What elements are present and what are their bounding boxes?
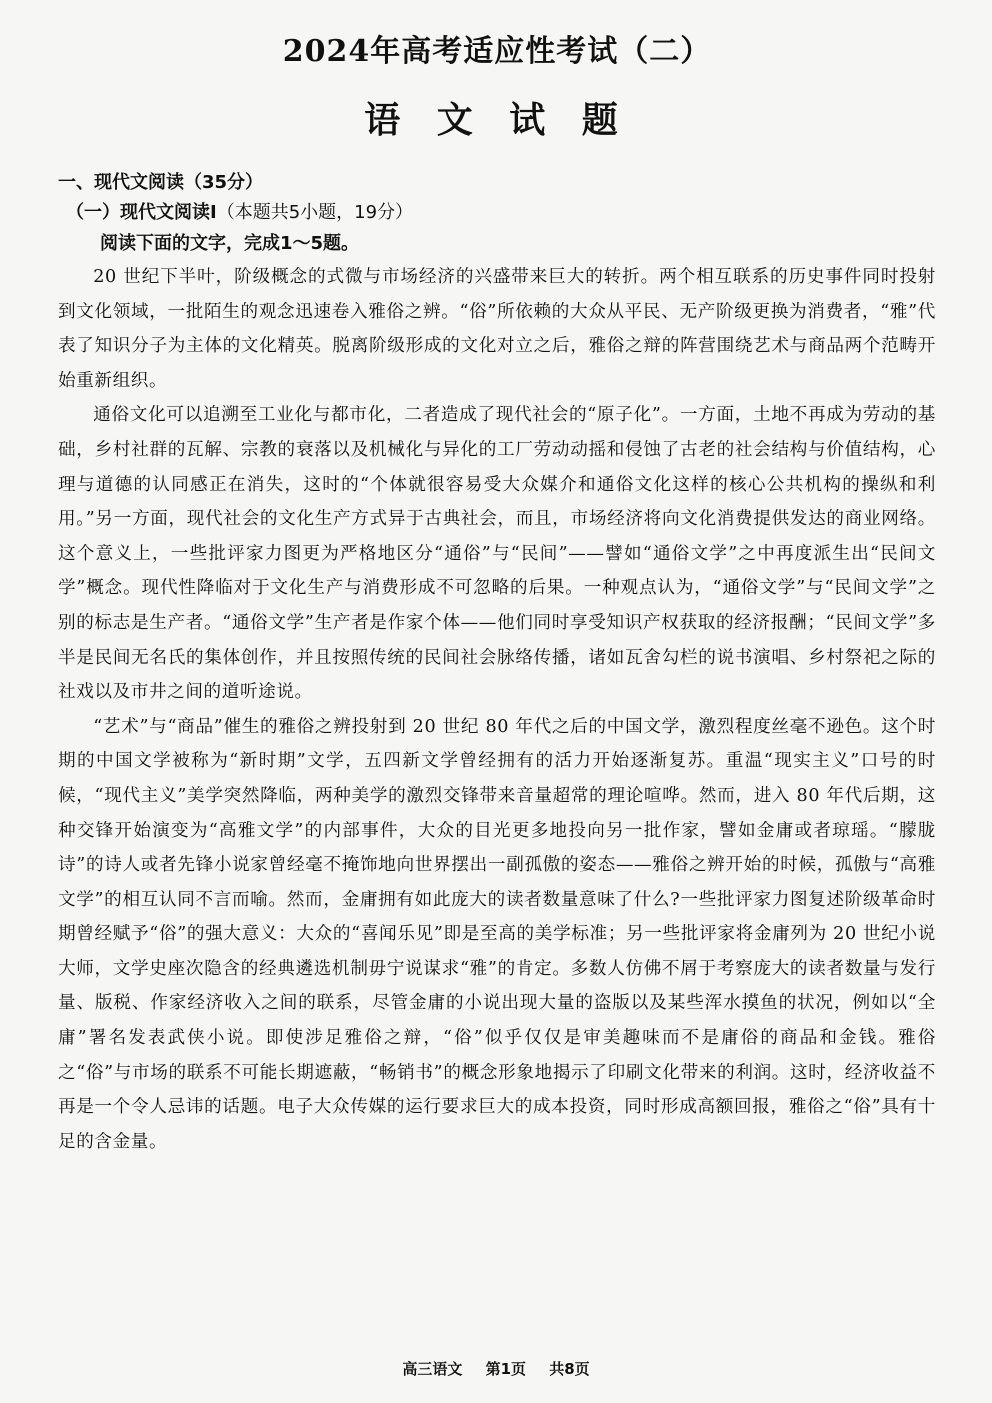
passage-paragraph-2: 通俗文化可以追溯至工业化与都市化，二者造成了现代社会的“原子化”。一方面，土地不再成为劳动的基础，乡村社群的瓦解、宗教的衰落以及机械化与异化的工厂劳动动摇和侵蚀了古老的社会结构与价值结构，心理与道德的认同感正在消失，这时的“个体就很容易受大众媒介和通俗文化这样的核心公共机构的操纵和利用。”另一方面，现代社会的文化生产方式异于古典社会，而且，市场经济将向文化消费提供发达的商业网络。这个意义上，一些批评家力图更为严格地区分“通俗”与“民间”——譬如“通俗文学”之中再度派生出“民间文学”概念。现代性降临对于文化生产与消费形成不可忽略的后果。一种观点认为，“通俗文学”与“民间文学”之别的标志是生产者。“通俗文学”生产者是作家个体——他们同时享受知识产权获取的经济报酬；“民间文学”多半是民间无名氏的集体创作，并且按照传统的民间社会脉络传播，诸如瓦舍勾栏的说书演唱、乡村祭祀之际的社戏以及市井之间的道听途说。 [58,405,936,703]
footer-subject: 高三语文 [402,1360,463,1378]
passage-paragraph-1: 20 世纪下半叶，阶级概念的式微与市场经济的兴盛带来巨大的转折。两个相互联系的历史事件同时投射到文化领域，一批陌生的观念迅速卷入雅俗之辨。“俗”所依赖的大众从平民、无产阶级更换为消费者，“雅”代表了知识分子为主体的文化精英。脱离阶级形成的文化对立之后，雅俗之辩的阵营围绕艺术与商品两个范畴开始重新组织。 [58,267,936,391]
passage-paragraph-3: “艺术”与“商品”催生的雅俗之辨投射到 20 世纪 80 年代之后的中国文学，激烈程度丝毫不逊色。这个时期的中国文学被称为“新时期”文学，五四新文学曾经拥有的活力开始逐渐复苏。重温“现实主义”口号的时候，“现代主义”美学突然降临，两种美学的激烈交锋带来音量超常的理论喧哗。然而，进入 80 年代后期，这种交锋开始演变为“高雅文学”的内部事件，大众的目光更多地投向另一批作家，譬如金庸或者琼瑶。“朦胧诗”的诗人或者先锋小说家曾经毫不掩饰地向世界摆出一副孤傲的姿态——雅俗之辨开始的时候，孤傲与“高雅文学”的相互认同不言而喻。然而，金庸拥有如此庞大的读者数量意味了什么?一些批评家力图复述阶级革命时期曾经赋予“俗”的强大意义：大众的“喜闻乐见”即是至高的美学标准；另一些批评家将金庸列为 20 世纪小说大师，文学史座次隐含的经典遴选机制毋宁说谋求“雅”的肯定。多数人仿佛不屑于考察庞大的读者数量与发行量、版税、作家经济收入之间的联系，尽管金庸的小说出现大量的盗版以及某些浑水摸鱼的状况，例如以“全庸”署名发表武侠小说。即使涉足雅俗之辩，“俗”似乎仅仅是审美趣味而不是庸俗的商品和金钱。雅俗之“俗”与市场的联系不可能长期遮蔽，“畅销书”的概念形象地揭示了印刷文化带来的利润。这时，经济收益不再是一个令人忌讳的话题。电子大众传媒的运行要求巨大的成本投资，同时形成高额回报，雅俗之“俗”具有十足的含金量。 [58,716,936,1152]
subsection-note: （本题共5小题，19分） [216,202,414,223]
footer-page-total: 共8页 [549,1360,590,1378]
section-heading: 一、现代文阅读（35分） [58,172,264,193]
reading-instruction: 阅读下面的文字，完成1～5题。 [100,233,360,254]
subsection-heading [58,198,936,228]
subsection-label: （一）现代文阅读Ⅰ [66,202,217,223]
page-footer [0,1358,992,1379]
exam-title: 2024年高考适应性考试（二） [282,34,712,69]
subject-title: 语 文 试 题 [364,99,630,141]
footer-page-number: 第1页 [485,1360,526,1378]
